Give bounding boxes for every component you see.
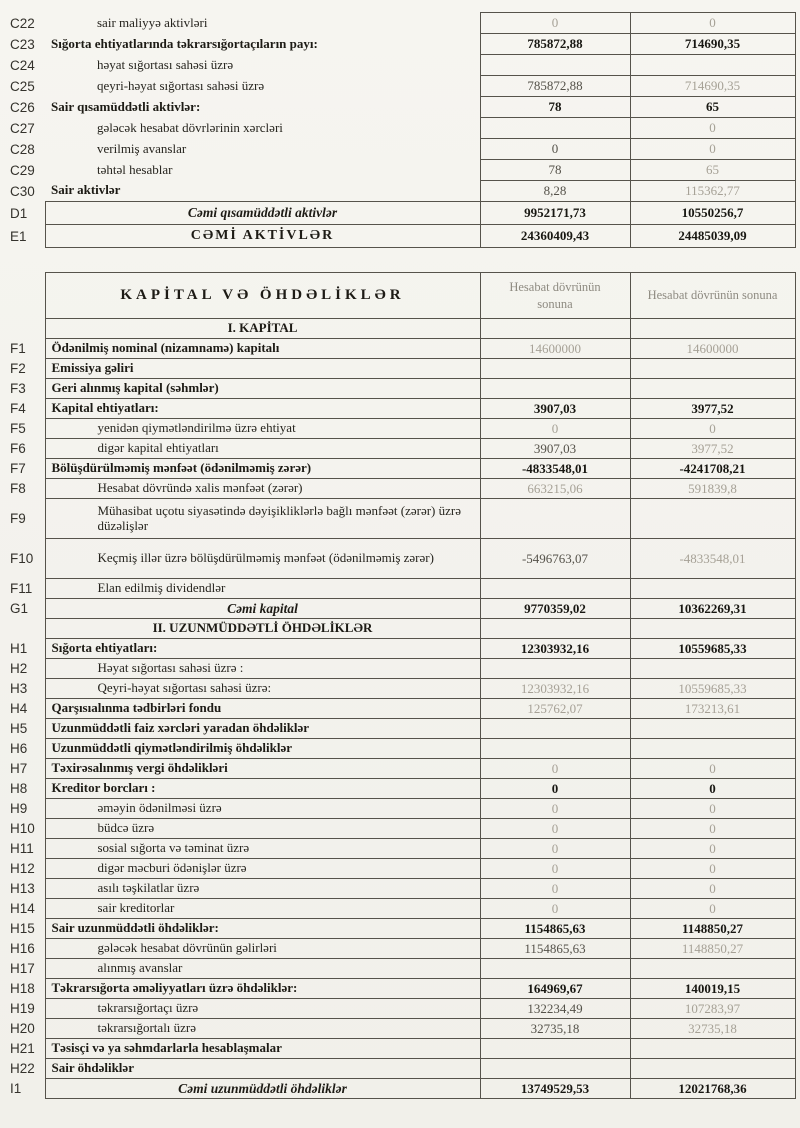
table-row <box>8 202 795 225</box>
row-label: təkrarsığortaçı üzrə <box>45 999 480 1019</box>
value-col2: 10559685,33 <box>630 679 795 699</box>
header-code-spacer <box>8 273 45 319</box>
row-code: F8 <box>10 481 26 496</box>
value-col1: 0 <box>480 859 630 879</box>
row-code: F11 <box>10 581 33 596</box>
row-code: C23 <box>10 36 35 52</box>
value-col2: 10550256,7 <box>630 202 795 225</box>
value-col1: 14600000 <box>480 339 630 359</box>
table-row <box>8 399 795 419</box>
table-row <box>8 879 795 899</box>
value-col2: 65 <box>630 97 795 118</box>
value-col2 <box>630 1039 795 1059</box>
table-row <box>8 1039 795 1059</box>
row-label: gələcək hesabat dövrlərinin xərcləri <box>97 119 283 135</box>
value-col1: 78 <box>480 97 630 118</box>
row-label: II. UZUNMÜDDƏTLİ ÖHDƏLİKLƏR <box>45 619 480 639</box>
value-col1 <box>480 1059 630 1079</box>
row-code: H11 <box>10 841 34 856</box>
value-col1: 0 <box>480 759 630 779</box>
value-col1: 8,28 <box>480 181 630 202</box>
row-label: Cəmi kapital <box>45 599 480 619</box>
row-code: H10 <box>10 821 35 836</box>
row-code: G1 <box>10 601 29 616</box>
row-code: C26 <box>10 99 35 115</box>
value-col1: 785872,88 <box>480 34 630 55</box>
row-code: D1 <box>10 205 28 221</box>
value-col1: 3907,03 <box>480 439 630 459</box>
table-header-row <box>8 273 795 319</box>
row-label: Təkrarsığorta əməliyyatları üzrə öhdəliklər: <box>45 979 480 999</box>
value-col1 <box>480 379 630 399</box>
row-code <box>8 619 45 639</box>
value-col1: 0 <box>480 899 630 919</box>
value-col1: 0 <box>480 419 630 439</box>
value-col2: 10362269,31 <box>630 599 795 619</box>
value-col1 <box>480 619 630 639</box>
table-row <box>8 379 795 399</box>
value-col2 <box>630 579 795 599</box>
row-code: C22 <box>10 15 35 31</box>
value-col2 <box>630 55 795 76</box>
table-row <box>8 76 795 97</box>
value-col2: 14600000 <box>630 339 795 359</box>
row-label: Elan edilmiş dividendlər <box>45 579 480 599</box>
row-code: H15 <box>10 921 35 936</box>
row-code: H18 <box>10 981 35 996</box>
value-col1 <box>480 1039 630 1059</box>
value-col2 <box>630 959 795 979</box>
section-title: KAPİTAL VƏ ÖHDƏLİKLƏR <box>45 273 480 319</box>
row-label: büdcə üzrə <box>45 819 480 839</box>
value-col2 <box>630 499 795 539</box>
row-label: Sair uzunmüddətli öhdəliklər: <box>45 919 480 939</box>
row-label: Emissiya gəliri <box>45 359 480 379</box>
value-col1: 663215,06 <box>480 479 630 499</box>
row-label: Qeyri-həyat sığortası sahəsi üzrə: <box>45 679 480 699</box>
row-code: H21 <box>10 1041 35 1056</box>
value-col1: 24360409,43 <box>480 225 630 248</box>
assets-table-body <box>8 13 795 248</box>
value-col2: 591839,8 <box>630 479 795 499</box>
value-col2: 0 <box>630 899 795 919</box>
row-label: Həyat sığortası sahəsi üzrə : <box>45 659 480 679</box>
row-code: H14 <box>10 901 35 916</box>
table-row <box>8 999 795 1019</box>
row-label: alınmış avanslar <box>45 959 480 979</box>
value-col1: 0 <box>480 819 630 839</box>
value-col2 <box>630 319 795 339</box>
row-label: digər məcburi ödənişlər üzrə <box>45 859 480 879</box>
value-col1: -5496763,07 <box>480 539 630 579</box>
row-code: I1 <box>10 1081 22 1096</box>
table-row <box>8 479 795 499</box>
table-row <box>8 759 795 779</box>
value-col2: 10559685,33 <box>630 639 795 659</box>
table-row <box>8 319 795 339</box>
capital-liabilities-header <box>8 273 795 319</box>
row-label: Kapital ehtiyatları: <box>45 399 480 419</box>
row-code: C29 <box>10 162 35 178</box>
table-row <box>8 679 795 699</box>
value-col2: 3977,52 <box>630 399 795 419</box>
row-label: Təxirəsalınmış vergi öhdəlikləri <box>45 759 480 779</box>
row-code: H4 <box>10 701 28 716</box>
value-col2: 0 <box>630 779 795 799</box>
row-code: F10 <box>10 551 34 566</box>
value-col2: 3977,52 <box>630 439 795 459</box>
row-label: sair maliyyə aktivləri <box>97 14 208 30</box>
row-label: verilmiş avanslar <box>97 140 187 156</box>
capital-liabilities-table <box>8 272 796 1099</box>
value-col2 <box>630 359 795 379</box>
value-col2: 1148850,27 <box>630 919 795 939</box>
row-code: H17 <box>10 961 35 976</box>
value-col2: 140019,15 <box>630 979 795 999</box>
table-row <box>8 739 795 759</box>
value-col2 <box>630 659 795 679</box>
row-code: H2 <box>10 661 28 676</box>
row-label: sosial sığorta və təminat üzrə <box>45 839 480 859</box>
row-code: F1 <box>10 341 26 356</box>
row-label: I. KAPİTAL <box>45 319 480 339</box>
value-col2: -4241708,21 <box>630 459 795 479</box>
capital-liabilities-table-body <box>8 319 795 1099</box>
row-code: F3 <box>10 381 26 396</box>
value-col1 <box>480 359 630 379</box>
value-col1: 785872,88 <box>480 76 630 97</box>
table-row <box>8 699 795 719</box>
row-label: Uzunmüddətli faiz xərcləri yaradan öhdəliklər <box>45 719 480 739</box>
table-row <box>8 779 795 799</box>
value-col2: 32735,18 <box>630 1019 795 1039</box>
row-label: Ödənilmiş nominal (nizamnamə) kapitalı <box>45 339 480 359</box>
row-code: F9 <box>10 511 26 526</box>
value-col2: 0 <box>630 859 795 879</box>
row-label: Sığorta ehtiyatları: <box>45 639 480 659</box>
value-col1: 0 <box>480 13 630 34</box>
row-label: sair kreditorlar <box>45 899 480 919</box>
table-row <box>8 97 795 118</box>
row-label: Sair aktivlər <box>51 182 121 198</box>
table-row <box>8 819 795 839</box>
table-row <box>8 579 795 599</box>
row-code: H16 <box>10 941 35 956</box>
table-row <box>8 439 795 459</box>
row-code: H5 <box>10 721 28 736</box>
value-col1: 164969,67 <box>480 979 630 999</box>
table-row <box>8 359 795 379</box>
row-code: C27 <box>10 120 35 136</box>
value-col1 <box>480 118 630 139</box>
value-col2: 0 <box>630 799 795 819</box>
row-code: F4 <box>10 401 26 416</box>
value-col2: 65 <box>630 160 795 181</box>
value-col1 <box>480 719 630 739</box>
value-col2: 0 <box>630 419 795 439</box>
row-code: F5 <box>10 421 26 436</box>
row-label: Təsisçi və ya səhmdarlarla hesablaşmalar <box>45 1039 480 1059</box>
row-code: H3 <box>10 681 28 696</box>
row-label: həyat sığortası sahəsi üzrə <box>97 56 234 72</box>
row-code: F6 <box>10 441 26 456</box>
table-row <box>8 499 795 539</box>
value-col1 <box>480 55 630 76</box>
row-code: C24 <box>10 57 35 73</box>
value-col1: 125762,07 <box>480 699 630 719</box>
row-label: Sair öhdəliklər <box>45 1059 480 1079</box>
value-col1: 1154865,63 <box>480 939 630 959</box>
row-code: H6 <box>10 741 28 756</box>
row-label: Mühasibat uçotu siyasətində dəyişikliklərlə bağlı mənfəət (zərər) üzrə düzəlişlər <box>45 499 480 539</box>
table-row <box>8 55 795 76</box>
table-row <box>8 459 795 479</box>
row-code: H20 <box>10 1021 35 1036</box>
table-row <box>8 639 795 659</box>
table-row <box>8 139 795 160</box>
value-col1 <box>480 319 630 339</box>
table-row <box>8 118 795 139</box>
value-col1: 9770359,02 <box>480 599 630 619</box>
value-col1: 0 <box>480 879 630 899</box>
value-col1: 3907,03 <box>480 399 630 419</box>
row-label: Cəmi qısamüddətli aktivlər <box>45 202 480 225</box>
value-col1: 1154865,63 <box>480 919 630 939</box>
table-row <box>8 979 795 999</box>
row-label: asılı təşkilatlar üzrə <box>45 879 480 899</box>
table-row <box>8 1079 795 1099</box>
value-col1: 9952171,73 <box>480 202 630 225</box>
assets-table <box>8 12 796 248</box>
value-col1: 0 <box>480 799 630 819</box>
value-col1 <box>480 739 630 759</box>
row-code: H19 <box>10 1001 35 1016</box>
row-code: C25 <box>10 78 35 94</box>
row-label: təhtəl hesablar <box>97 161 173 177</box>
value-col2: 0 <box>630 759 795 779</box>
value-col2 <box>630 739 795 759</box>
table-row <box>8 839 795 859</box>
table-row <box>8 1019 795 1039</box>
row-label: əməyin ödənilməsi üzrə <box>45 799 480 819</box>
column-header-period-2: Hesabat dövrünün sonuna <box>630 273 795 319</box>
value-col1 <box>480 959 630 979</box>
table-row <box>8 939 795 959</box>
row-code: H22 <box>10 1061 35 1076</box>
value-col1: 78 <box>480 160 630 181</box>
table-row <box>8 719 795 739</box>
value-col2: 173213,61 <box>630 699 795 719</box>
table-row <box>8 339 795 359</box>
row-label: Uzunmüddətli qiymətləndirilmiş öhdəliklər <box>45 739 480 759</box>
table-row <box>8 959 795 979</box>
row-code: H13 <box>10 881 35 896</box>
table-row <box>8 419 795 439</box>
table-row <box>8 539 795 579</box>
row-label: digər kapital ehtiyatları <box>45 439 480 459</box>
value-col1 <box>480 499 630 539</box>
value-col2 <box>630 619 795 639</box>
row-label: Sair qısamüddətli aktivlər: <box>51 98 201 114</box>
table-row <box>8 919 795 939</box>
value-col2: 0 <box>630 819 795 839</box>
value-col2: 714690,35 <box>630 76 795 97</box>
column-header-period-1: Hesabat dövrünün sonuna <box>480 273 630 319</box>
row-code: C30 <box>10 183 35 199</box>
value-col2: -4833548,01 <box>630 539 795 579</box>
row-label: Sığorta ehtiyatlarında təkrarsığortaçıların payı: <box>51 35 318 51</box>
table-row <box>8 13 795 34</box>
value-col2: 0 <box>630 879 795 899</box>
row-code: C28 <box>10 141 35 157</box>
table-row <box>8 160 795 181</box>
row-code: E1 <box>10 228 27 244</box>
value-col2: 714690,35 <box>630 34 795 55</box>
value-col2 <box>630 379 795 399</box>
row-label: gələcək hesabat dövrünün gəlirləri <box>45 939 480 959</box>
value-col2 <box>630 1059 795 1079</box>
table-row <box>8 899 795 919</box>
row-code: H9 <box>10 801 28 816</box>
table-row <box>8 619 795 639</box>
row-label: Cəmi uzunmüddətli öhdəliklər <box>45 1079 480 1099</box>
row-label: CƏMİ AKTİVLƏR <box>45 225 480 248</box>
table-row <box>8 181 795 202</box>
row-label: yenidən qiymətləndirilmə üzrə ehtiyat <box>45 419 480 439</box>
row-code: F7 <box>10 461 26 476</box>
value-col1: 12303932,16 <box>480 639 630 659</box>
row-label: Qarşısıalınma tədbirləri fondu <box>45 699 480 719</box>
value-col1: 12303932,16 <box>480 679 630 699</box>
value-col2: 107283,97 <box>630 999 795 1019</box>
value-col1: 13749529,53 <box>480 1079 630 1099</box>
value-col1 <box>480 579 630 599</box>
row-code: H12 <box>10 861 35 876</box>
row-code: H8 <box>10 781 28 796</box>
row-code: F2 <box>10 361 26 376</box>
table-row <box>8 659 795 679</box>
value-col2: 0 <box>630 118 795 139</box>
value-col2: 12021768,36 <box>630 1079 795 1099</box>
value-col2: 0 <box>630 139 795 160</box>
row-code <box>8 319 45 339</box>
value-col1: 0 <box>480 839 630 859</box>
row-label: Keçmiş illər üzrə bölüşdürülməmiş mənfəət (ödənilməmiş zərər) <box>45 539 480 579</box>
value-col2: 0 <box>630 839 795 859</box>
value-col2: 0 <box>630 13 795 34</box>
value-col1: 0 <box>480 139 630 160</box>
value-col2: 115362,77 <box>630 181 795 202</box>
row-label: Hesabat dövründə xalis mənfəət (zərər) <box>45 479 480 499</box>
value-col2 <box>630 719 795 739</box>
row-label: Kreditor borcları : <box>45 779 480 799</box>
row-label: qeyri-həyat sığortası sahəsi üzrə <box>97 77 265 93</box>
table-row <box>8 1059 795 1079</box>
value-col2: 24485039,09 <box>630 225 795 248</box>
row-label: təkrarsığortalı üzrə <box>45 1019 480 1039</box>
value-col1: 132234,49 <box>480 999 630 1019</box>
table-row <box>8 859 795 879</box>
table-row <box>8 34 795 55</box>
value-col2: 1148850,27 <box>630 939 795 959</box>
table-row <box>8 225 795 248</box>
table-row <box>8 799 795 819</box>
table-row <box>8 599 795 619</box>
value-col1 <box>480 659 630 679</box>
row-label: Bölüşdürülməmiş mənfəət (ödənilməmiş zərər) <box>45 459 480 479</box>
row-code: H1 <box>10 641 28 656</box>
value-col1: -4833548,01 <box>480 459 630 479</box>
value-col1: 32735,18 <box>480 1019 630 1039</box>
value-col1: 0 <box>480 779 630 799</box>
row-label: Geri alınmış kapital (səhmlər) <box>45 379 480 399</box>
row-code: H7 <box>10 761 28 776</box>
